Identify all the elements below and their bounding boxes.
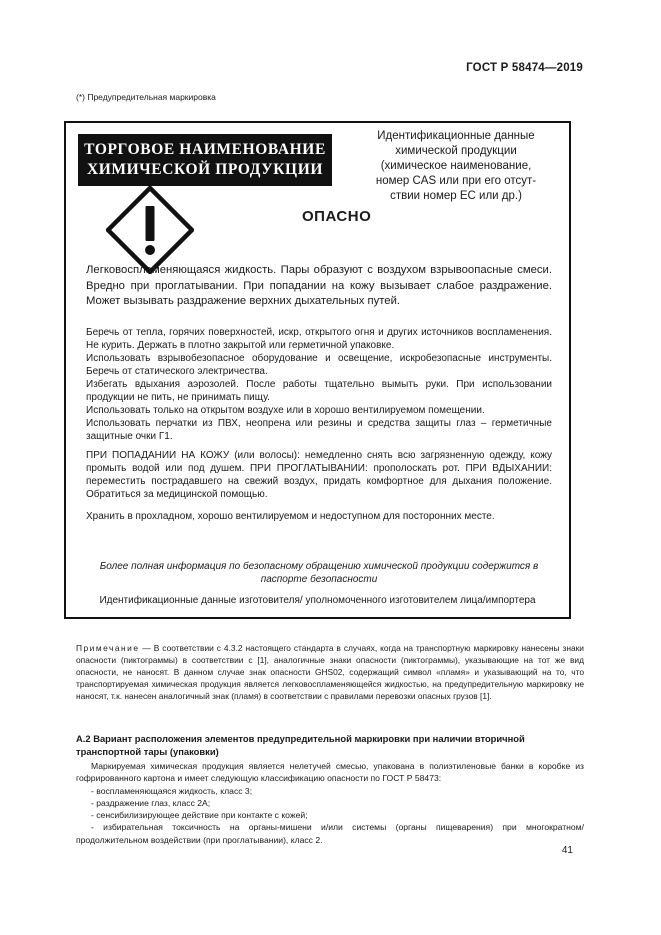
precaution-item: Использовать только на открытом воздухе или в хорошо вентилируемом помещении. xyxy=(86,405,485,416)
classification-item: - сенсибилизирующее действие при контакте с кожей; xyxy=(91,810,308,821)
classification-item: - раздражение глаз, класс 2А; xyxy=(91,797,211,808)
identification-line: номер CAS или при его отсут- xyxy=(375,175,537,187)
product-name-line-1: ТОРГОВОЕ НАИМЕНОВАНИЕ xyxy=(84,141,326,158)
first-aid-statements: ПРИ ПОПАДАНИИ НА КОЖУ (или волосы): немедленно снять всю загрязненную одежду, кожу промыть водой или под душем. ПРИ ПРОГЛАТЫВАНИИ: прополоскать рот. ПРИ ВДЫХАНИИ: переместить пострадавшего на свежий воздух, придать комфортное для дыхания положение. Обратиться за медицинской помощью. xyxy=(86,450,552,500)
classification-item: - воспламеняющаяся жидкость, класс 3; xyxy=(91,785,253,796)
supplier-identification: Идентификационные данные изготовителя/ уполномоченного изготовителем лица/импортера xyxy=(99,595,536,606)
section-heading: А.2 Вариант расположения элементов предупредительной маркировки при наличии вторичной транспортной тары (упаковки) xyxy=(76,733,525,757)
safety-data-sheet-reference: Более полная информация по безопасному обращению химической продукции содержится в паспорте безопасности xyxy=(99,561,539,585)
standard-code: ГОСТ Р 58474—2019 xyxy=(466,62,583,74)
precautionary-statements xyxy=(86,326,552,443)
identification-data xyxy=(362,129,550,204)
page-number: 41 xyxy=(561,845,573,856)
exclamation-mark-diamond-icon xyxy=(106,186,194,274)
precaution-item: Использовать взрывобезопасное оборудование и освещение, искробезопасные инструменты. Беречь от статического электричества. xyxy=(86,353,552,377)
precaution-item: Использовать перчатки из ПВХ, неопрена или резины и средства защиты глаз – герметичные защитные очки Г1. xyxy=(86,418,552,442)
identification-line: Идентификационные данные xyxy=(377,130,535,142)
section-body xyxy=(76,760,584,846)
hazard-statements: Легковоспламеняющаяся жидкость. Пары образуют с воздухом взрывоопасные смеси. Вредно при проглатывании. При попадании на кожу вызывает слабое раздражение. Может вызывать раздражение верхних дыхательных путей. xyxy=(86,264,552,307)
identification-line: химической продукции xyxy=(395,145,517,157)
product-name-block xyxy=(78,134,332,186)
precaution-item: Беречь от тепла, горячих поверхностей, искр, открытого огня и других источников воспламенения. Не курить. Держать в плотно закрытой или герметичной упаковке. xyxy=(86,327,552,351)
note-text: — В соответствии с 4.3.2 настоящего стандарта в случаях, когда на транспортную маркировку нанесены знаки опасности (пиктограммы) в соответствии с [1], аналогичные знаки опасности (пиктограммы), указывающие на тот же вид опасности, не наносят. В данном случае знак опасности GHS02, содержащий символ «пламя» и указывающий на то, что транспортируемая химическая продукция является легковоспламеняющейся жидкостью, на предупредительную маркировку не наносят, т.к. нанесен аналогичный знак (пламя) в соответствии с правилами перевозки опасных грузов [1]. xyxy=(76,643,584,701)
note-paragraph xyxy=(76,642,584,702)
storage-statement: Хранить в прохладном, хорошо вентилируемом и недоступном для посторонних месте. xyxy=(86,511,495,522)
note-prefix: Примечание xyxy=(76,643,140,653)
classification-item: - избирательная токсичность на органы-мишени и/или системы (органы пищеварения) при многократном/продолжительном воздействии (при проглатывании), класс 2. xyxy=(76,822,584,845)
identification-line: (химическое наименование, xyxy=(380,160,532,172)
identification-line: ствии номер ЕС или др.) xyxy=(390,190,522,202)
section-intro: Маркируемая химическая продукция является нелетучей смесью, упакована в полиэтиленовые банки в коробке из гофрированного картона и имеет следующую классификацию опасности по ГОСТ Р 58473: xyxy=(76,761,584,784)
precaution-item: Избегать вдыхания аэрозолей. После работы тщательно вымыть руки. При использовании продукции не пить, не принимать пищу. xyxy=(86,379,552,403)
signal-word: ОПАСНО xyxy=(302,208,372,225)
product-name-line-2: ХИМИЧЕСКОЙ ПРОДУКЦИИ xyxy=(86,161,324,178)
figure-caption: (*) Предупредительная маркировка xyxy=(76,92,216,102)
